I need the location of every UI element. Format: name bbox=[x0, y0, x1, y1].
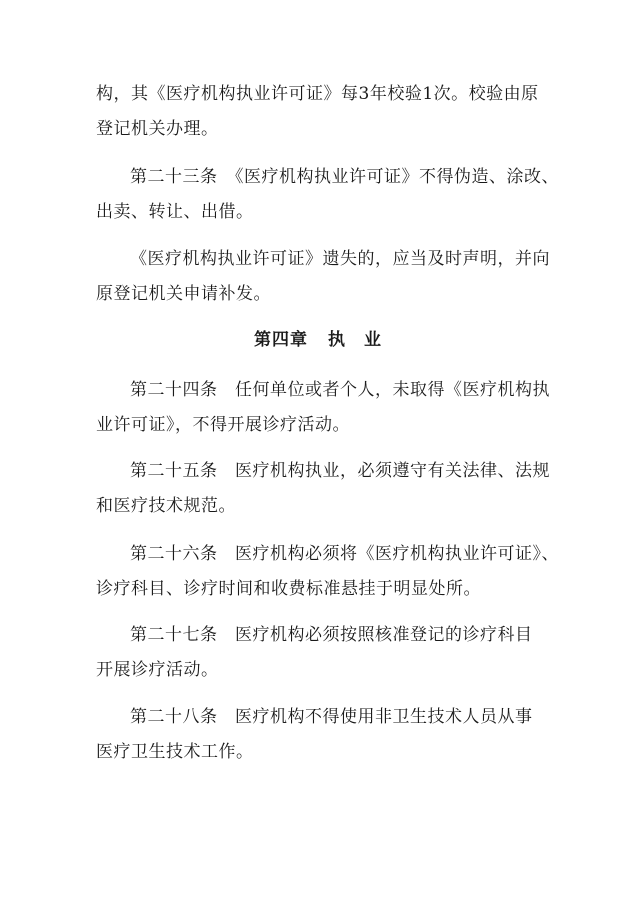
article-23-line-2: 出卖、转让、出借。 bbox=[96, 202, 254, 222]
paragraph-3-line-2: 原登记机关申请补发。 bbox=[96, 284, 271, 304]
chapter-title: 执 业 bbox=[328, 330, 382, 350]
paragraph-3-line-1: 《医疗机构执业许可证》遗失的，应当及时声明，并向 bbox=[130, 249, 550, 269]
article-25-line-2: 和医疗技术规范。 bbox=[96, 496, 236, 516]
paragraph-1-line-1: 构，其《医疗机构执业许可证》每3年校验1次。校验由原 bbox=[96, 84, 539, 104]
article-27-line-2: 开展诊疗活动。 bbox=[96, 660, 219, 680]
article-23-line-1: 第二十三条 《医疗机构执业许可证》不得伪造、涂改、 bbox=[130, 167, 559, 187]
article-26-line-2: 诊疗科目、诊疗时间和收费标准悬挂于明显处所。 bbox=[96, 579, 481, 599]
article-24-line-2: 业许可证》，不得开展诊疗活动。 bbox=[96, 415, 350, 435]
article-27-line-1: 第二十七条 医疗机构必须按照核准登记的诊疗科目 bbox=[130, 625, 533, 645]
paragraph-1-line-2: 登记机关办理。 bbox=[96, 119, 219, 139]
article-24-line-1: 第二十四条 任何单位或者个人，未取得《医疗机构执 bbox=[130, 380, 550, 400]
article-28-line-2: 医疗卫生技术工作。 bbox=[96, 742, 254, 762]
article-28-line-1: 第二十八条 医疗机构不得使用非卫生技术人员从事 bbox=[130, 707, 533, 727]
article-25-line-1: 第二十五条 医疗机构执业，必须遵守有关法律、法规 bbox=[130, 461, 550, 481]
article-26-line-1: 第二十六条 医疗机构必须将《医疗机构执业许可证》、 bbox=[130, 544, 559, 564]
chapter-number: 第四章 bbox=[254, 330, 308, 350]
chapter-heading bbox=[0, 329, 636, 351]
